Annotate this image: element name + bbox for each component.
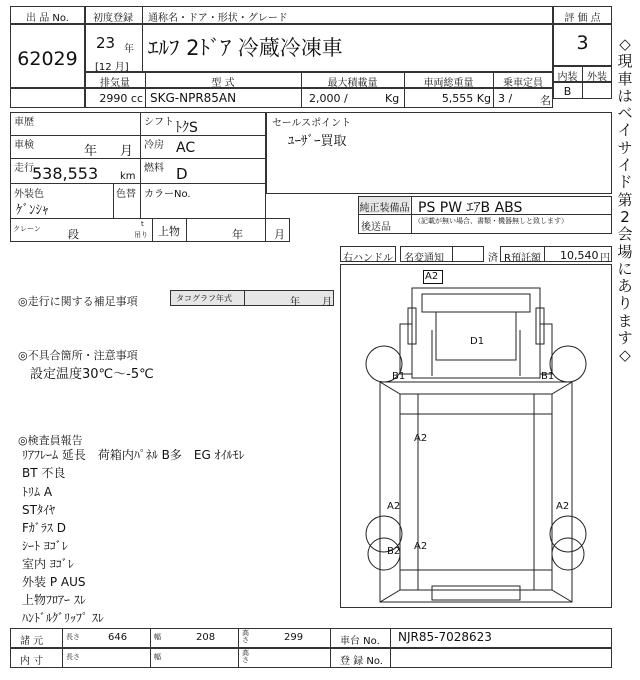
sales-point-value: ﾕｰｻﾞｰ買取 (288, 134, 347, 149)
crane-stage: 段 (68, 228, 79, 241)
chassis-value: NJR85-7028623 (398, 630, 492, 644)
report-line: ﾊﾝﾄﾞﾙｸﾞﾘｯﾌﾟ ｽﾚ (22, 611, 104, 625)
truck-outline (340, 264, 612, 608)
damage-mark: A2 (414, 433, 428, 444)
defects-value: 設定温度30℃〜-5℃ (30, 367, 154, 382)
length-value: 646 (108, 632, 128, 643)
report-line: ﾘｱﾌﾚｰﾑ 延長 荷箱内ﾊﾟﾈﾙ B多 EG ｵｲﾙﾓﾚ (22, 448, 245, 462)
capacity-unit: 名 (540, 94, 551, 107)
rhd-label: 右ハンドル (343, 253, 393, 264)
dims-label: 内 寸 (20, 656, 44, 667)
defects-label: ◎不具合箇所・注意事項 (18, 349, 138, 362)
shift-label: シフト (144, 117, 174, 128)
score-label: 評 価 点 (564, 13, 601, 24)
report-line: 室内 ﾖｺﾞﾚ (22, 557, 74, 571)
location-note: ◇現車はベイサイド第2会場にあります◇ (617, 35, 633, 365)
displacement-value: 2990 cc (99, 92, 143, 105)
equipment-label: 純正装備品 (359, 197, 410, 213)
model-code-label: 型 式 (211, 78, 235, 89)
max-load-value: 2,000 / (309, 92, 348, 105)
upper-label: 上物 (158, 225, 180, 238)
crane-lift: 吊り (134, 231, 148, 239)
color-change-label: 色替 (116, 189, 136, 200)
shift-value: ﾄｸS (175, 120, 198, 136)
reg-month: [12 月] (95, 62, 129, 73)
upper-year: 年 (232, 228, 243, 241)
report-line: 上物ﾌﾛｱｰ ｽﾚ (22, 593, 86, 607)
ext-color-value: ｹﾞﾝｼｬ (16, 203, 49, 218)
damage-mark: B1 (541, 371, 555, 382)
ac-value: AC (176, 140, 196, 156)
equipment-value: PS PW ｴｱB ABS (418, 200, 523, 216)
chassis-label: 車台 No. (340, 636, 380, 647)
fuel-value: D (176, 165, 188, 183)
meter-change-label: 名変通知 (404, 253, 444, 264)
inspection-year-label: 年 (84, 144, 98, 159)
damage-mark: A2 (414, 541, 428, 552)
recycle-prefix: 済 (488, 253, 498, 264)
gross-weight-label: 車両総重量 (423, 78, 474, 89)
recycle-amount: 10,540 (560, 249, 599, 262)
driving-notes-label: ◎走行に関する補足事項 (18, 295, 138, 308)
aftermarket-note: （記載が無い場合、書類・機器無しと致します） (414, 217, 568, 225)
footer-row-2 (10, 648, 612, 668)
inner-width-label: 幅 (154, 653, 161, 661)
tacho-year: 年 (290, 297, 300, 308)
exterior-label: 外装 (587, 72, 607, 83)
capacity-value: 3 / (498, 92, 513, 105)
inner-height-label: 高さ (242, 649, 249, 664)
report-line: ﾄﾘﾑ A (22, 485, 53, 499)
aftermarket-label: 後送品 (361, 222, 391, 233)
vehicle-name: ｴﾙﾌ 2ﾄﾞｱ 冷蔵冷凍車 (148, 36, 343, 60)
spec-label: 諸 元 (20, 636, 44, 647)
recycle-label: R預託額 (504, 253, 541, 264)
lot-no-spec-pad (10, 88, 85, 108)
report-line: Fｶﾞﾗｽ D (22, 521, 66, 535)
year-unit: 年 (124, 44, 134, 55)
km-unit: km (120, 171, 136, 182)
capacity-label: 乗車定員 (503, 78, 543, 89)
crane-t: t (141, 220, 144, 228)
gross-weight-value: 5,555 Kg (441, 92, 491, 105)
tacho-month: 月 (322, 297, 332, 308)
ac-label: 冷房 (144, 140, 164, 151)
damage-mark: B1 (392, 371, 406, 382)
inner-length-label: 長さ (66, 653, 80, 661)
first-reg-label: 初度登録 (93, 13, 133, 24)
upper-month: 月 (274, 228, 285, 241)
damage-mark: A2 (425, 271, 439, 282)
interior-label: 内装 (557, 72, 578, 83)
inspector-report-label: ◎検査員報告 (18, 434, 83, 447)
model-name-label: 通称名・ドア・形状・グレード (148, 13, 288, 24)
report-line: 外装 P AUS (22, 575, 86, 589)
max-load-unit: Kg (385, 92, 400, 105)
score-value: 3 (576, 32, 589, 54)
mileage-label: 走行 (14, 163, 34, 174)
damage-mark: D1 (470, 336, 485, 347)
interior-grade: B (563, 85, 572, 98)
width-value: 208 (196, 632, 216, 643)
tacho-label: タコグラフ年式 (176, 294, 232, 303)
damage-mark: B2 (387, 546, 401, 557)
crane-label: クレーン (13, 225, 41, 233)
height-value: 299 (284, 632, 304, 643)
lot-no-label: 出 品 No. (26, 13, 69, 24)
footer-row-1 (10, 628, 612, 648)
reg-year: 23 (96, 34, 116, 52)
yen-unit: 円 (600, 253, 610, 264)
upper-year-cell (266, 218, 290, 242)
sales-point-label: セールスポイント (272, 118, 352, 129)
length-label: 長さ (66, 633, 80, 641)
width-label: 幅 (154, 633, 161, 641)
mileage-value: 538,553 (32, 164, 99, 183)
report-line: ｼｰﾄ ﾖｺﾞﾚ (22, 539, 68, 553)
damage-mark: A2 (387, 501, 401, 512)
fuel-label: 燃料 (144, 163, 164, 174)
inspection-label: 車検 (14, 140, 34, 151)
model-code-value: SKG-NPR85AN (150, 91, 237, 105)
damage-mark: A2 (556, 501, 570, 512)
lot-no-value: 62029 (17, 48, 78, 70)
history-label: 車歴 (14, 117, 34, 128)
inspection-month-label: 月 (120, 144, 134, 159)
reg-no-label: 登 録 No. (340, 656, 383, 667)
max-load-label: 最大積載量 (327, 78, 378, 89)
report-line: BT 不良 (22, 466, 66, 480)
color-no-label: カラーNo. (144, 189, 191, 200)
ext-color-label: 外装色 (14, 189, 44, 200)
report-line: STﾀｲﾔ (22, 503, 55, 517)
height-label: 高さ (242, 629, 249, 644)
displacement-label: 排気量 (100, 78, 130, 89)
